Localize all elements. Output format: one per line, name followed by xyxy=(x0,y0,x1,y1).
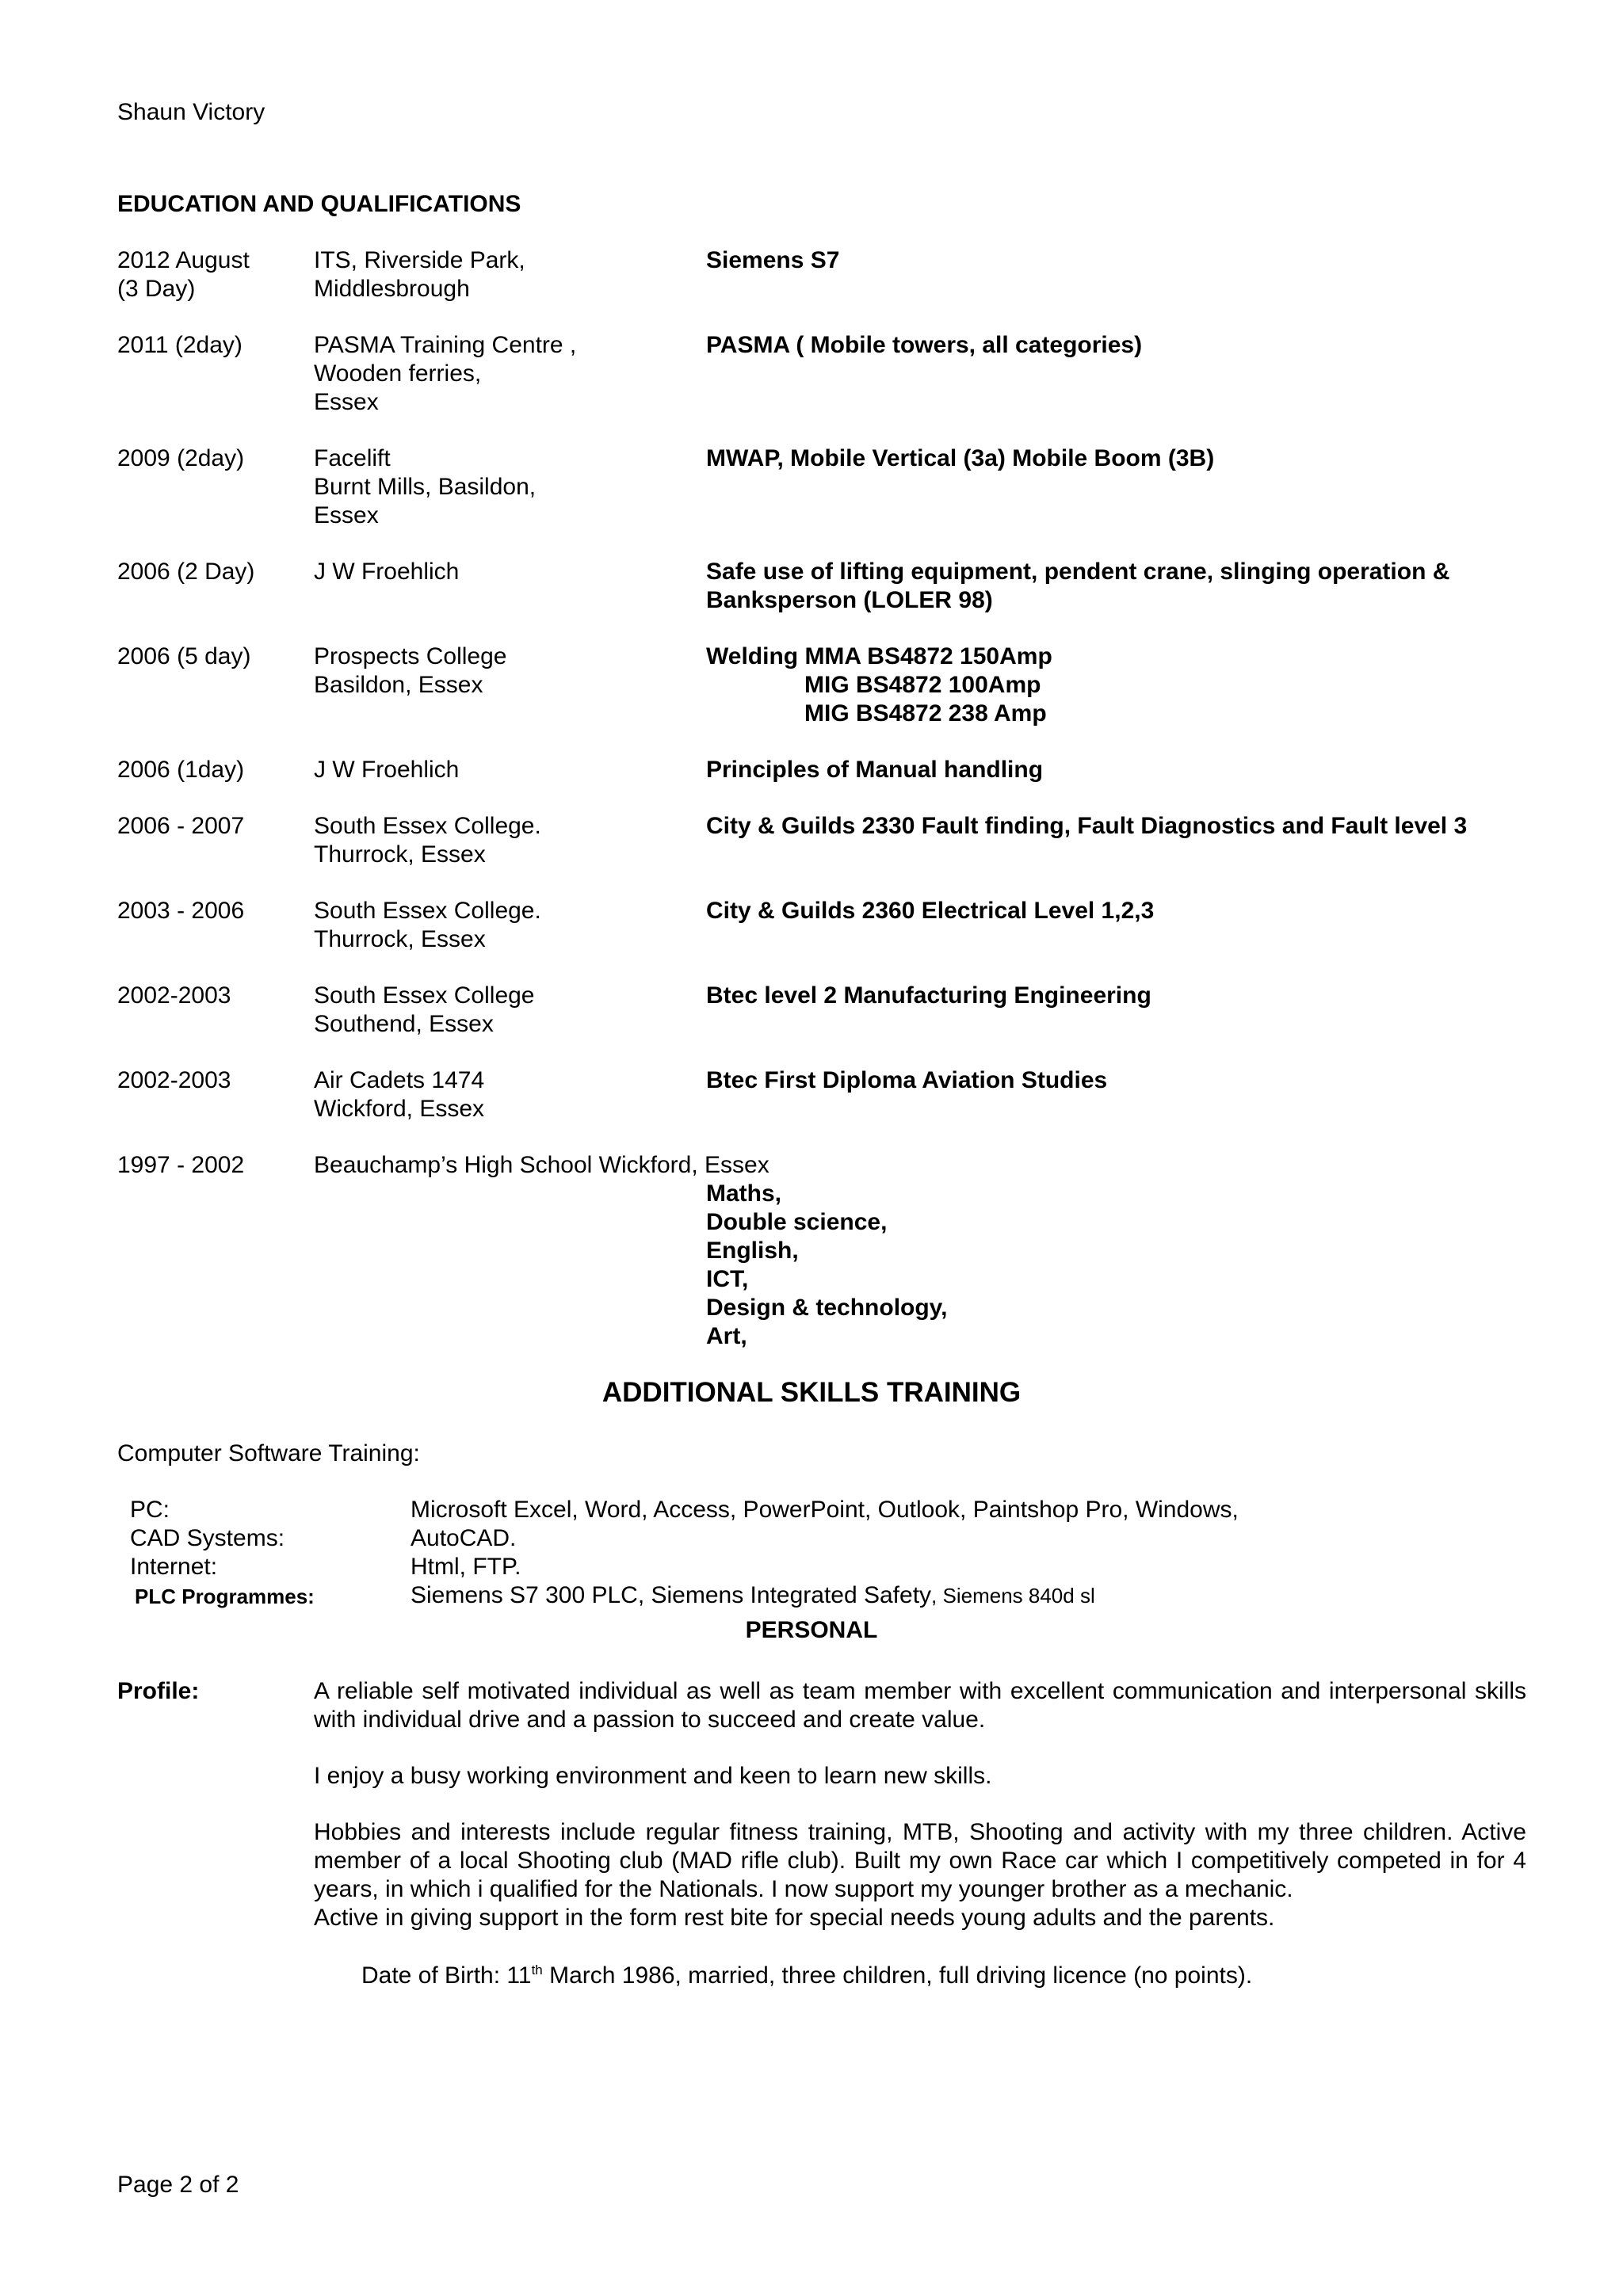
education-qualification-line: Btec level 2 Manufacturing Engineering xyxy=(706,982,1151,1009)
education-qualification xyxy=(706,1066,1107,1095)
education-institution-line: Air Cadets 1474 xyxy=(314,1067,485,1093)
internet-label: Internet: xyxy=(130,1554,218,1580)
school-date: 1997 - 2002 xyxy=(117,1152,245,1178)
education-qualification-line: PASMA ( Mobile towers, all categories) xyxy=(706,332,1143,358)
school-subject: Art, xyxy=(706,1323,747,1349)
education-institution-line: Essex xyxy=(314,389,379,415)
education-institution-line: Wickford, Essex xyxy=(314,1096,485,1122)
education-date xyxy=(117,897,244,925)
education-institution-line: South Essex College xyxy=(314,982,535,1009)
education-institution-line: South Essex College. xyxy=(314,813,541,839)
education-qualification xyxy=(706,246,839,275)
education-date-line: 2009 (2day) xyxy=(117,445,245,471)
school-subject: Maths, xyxy=(706,1180,782,1207)
education-date-line: (3 Day) xyxy=(117,276,196,302)
profile-paragraph-2: I enjoy a busy working environment and keen to learn new skills. xyxy=(314,1763,992,1789)
education-qualification-line: Btec First Diploma Aviation Studies xyxy=(706,1067,1108,1093)
personal-heading: PERSONAL xyxy=(745,1617,878,1643)
profile-paragraph-3: Hobbies and interests include regular fitness training, MTB, Shooting and activity with my three children. Active member of a local Shooting club (MAD rifle club). Built my own Race car which I competitively competed in for 4 years, in which i qualified for the Nationals. I now support my younger brother as a mechanic. xyxy=(314,1819,1526,1902)
education-qualification-line: City & Guilds 2330 Fault finding, Fault Diagnostics and Fault level 3 xyxy=(706,813,1468,839)
education-institution-line: PASMA Training Centre , xyxy=(314,332,577,358)
education-qualification xyxy=(706,897,1154,925)
education-institution xyxy=(314,558,459,586)
education-qualification-line: Safe use of lifting equipment, pendent crane, slinging operation & xyxy=(706,559,1450,585)
education-qualification-line: MWAP, Mobile Vertical (3a) Mobile Boom (3B) xyxy=(706,445,1215,471)
education-date-line: 2006 (1day) xyxy=(117,757,245,783)
education-institution xyxy=(314,812,541,869)
plc-label: PLC Programmes: xyxy=(135,1585,315,1608)
education-institution-line: ITS, Riverside Park, xyxy=(314,247,525,273)
plc-value xyxy=(411,1581,1095,1610)
education-institution-line: J W Froehlich xyxy=(314,559,460,585)
education-qualification-line: Banksperson (LOLER 98) xyxy=(706,587,993,613)
education-qualification-line: Principles of Manual handling xyxy=(706,757,1044,783)
cad-label: CAD Systems: xyxy=(130,1525,285,1551)
education-institution-line: Essex xyxy=(314,502,379,528)
education-institution-line: Southend, Essex xyxy=(314,1011,494,1037)
education-qualification-line: MIG BS4872 238 Amp xyxy=(804,700,1047,727)
education-institution xyxy=(314,982,535,1039)
education-date xyxy=(117,643,250,671)
education-qualification xyxy=(706,558,1449,615)
education-date xyxy=(117,246,250,303)
dob-sup: th xyxy=(531,1962,543,1978)
education-institution xyxy=(314,897,541,954)
education-institution-line: Facelift xyxy=(314,445,391,471)
software-intro: Computer Software Training: xyxy=(117,1440,420,1466)
plc-value-small: , Siemens 840d sl xyxy=(931,1584,1095,1608)
education-heading: EDUCATION AND QUALIFICATIONS xyxy=(117,191,521,217)
pc-label: PC: xyxy=(130,1497,170,1523)
education-qualification-line: City & Guilds 2360 Electrical Level 1,2,3 xyxy=(706,898,1155,924)
education-qualification xyxy=(706,331,1142,360)
education-date xyxy=(117,444,244,473)
education-date-line: 2006 - 2007 xyxy=(117,813,245,839)
education-institution xyxy=(314,246,525,303)
education-institution-line: Burnt Mills, Basildon, xyxy=(314,474,537,500)
education-institution xyxy=(314,643,506,700)
school-institution: Beauchamp’s High School Wickford, Essex xyxy=(314,1152,769,1178)
education-institution-line: Middlesbrough xyxy=(314,276,470,302)
education-institution xyxy=(314,1066,484,1123)
education-date xyxy=(117,331,242,360)
education-qualification-line: Siemens S7 xyxy=(706,247,840,273)
education-date-line: 2012 August xyxy=(117,247,250,273)
education-institution-line: Basildon, Essex xyxy=(314,672,483,698)
education-qualification xyxy=(706,812,1467,841)
education-institution-line: J W Froehlich xyxy=(314,757,460,783)
profile-text xyxy=(314,1677,1526,1960)
education-date xyxy=(117,812,244,841)
education-date-line: 2002-2003 xyxy=(117,1067,231,1093)
profile-label: Profile: xyxy=(117,1678,200,1704)
education-qualification xyxy=(706,756,1043,784)
date-of-birth xyxy=(361,1962,1252,1990)
education-date xyxy=(117,1066,231,1095)
school-subject: Design & technology, xyxy=(706,1295,948,1321)
education-date-line: 2011 (2day) xyxy=(117,332,242,358)
education-institution-line: Wooden ferries, xyxy=(314,360,482,387)
education-qualification xyxy=(706,444,1214,473)
header-name: Shaun Victory xyxy=(117,99,265,125)
pc-value: Microsoft Excel, Word, Access, PowerPoint, Outlook, Paintshop Pro, Windows, xyxy=(411,1497,1239,1523)
school-subjects xyxy=(706,1180,947,1351)
education-institution-line: South Essex College. xyxy=(314,898,541,924)
profile-paragraph-1: A reliable self motivated individual as well as team member with excellent communication and interpersonal skills with individual drive and a passion to succeed and create value. xyxy=(314,1678,1526,1733)
education-date-line: 2003 - 2006 xyxy=(117,898,245,924)
education-date xyxy=(117,558,254,586)
education-date xyxy=(117,756,244,784)
education-institution xyxy=(314,444,536,530)
education-date-line: 2002-2003 xyxy=(117,982,231,1009)
education-qualification-line: MIG BS4872 100Amp xyxy=(804,672,1041,698)
school-subject: Double science, xyxy=(706,1209,888,1235)
cad-value: AutoCAD. xyxy=(411,1525,517,1551)
plc-value-main: Siemens S7 300 PLC, Siemens Integrated Safety xyxy=(411,1582,932,1608)
education-date-line: 2006 (2 Day) xyxy=(117,559,255,585)
education-institution xyxy=(314,756,459,784)
internet-value: Html, FTP. xyxy=(411,1554,521,1580)
education-institution xyxy=(314,331,576,417)
school-subject: ICT, xyxy=(706,1266,749,1292)
additional-heading: ADDITIONAL SKILLS TRAINING xyxy=(601,1377,1022,1408)
dob-prefix: Date of Birth: 11 xyxy=(361,1962,532,1989)
education-qualification xyxy=(706,643,1052,728)
education-date xyxy=(117,982,231,1010)
education-institution-line: Thurrock, Essex xyxy=(314,926,486,952)
page-number: Page 2 of 2 xyxy=(117,2172,239,2198)
education-qualification-line: Welding MMA BS4872 150Amp xyxy=(706,643,1052,669)
education-date-line: 2006 (5 day) xyxy=(117,643,251,669)
dob-suffix: March 1986, married, three children, full driving licence (no points). xyxy=(542,1962,1253,1989)
school-subject: English, xyxy=(706,1238,799,1264)
profile-last-line: Active in giving support in the form rest bite for special needs young adults and the parents. xyxy=(314,1905,1275,1931)
education-institution-line: Prospects College xyxy=(314,643,507,669)
education-institution-line: Thurrock, Essex xyxy=(314,841,486,868)
education-qualification xyxy=(706,982,1151,1010)
